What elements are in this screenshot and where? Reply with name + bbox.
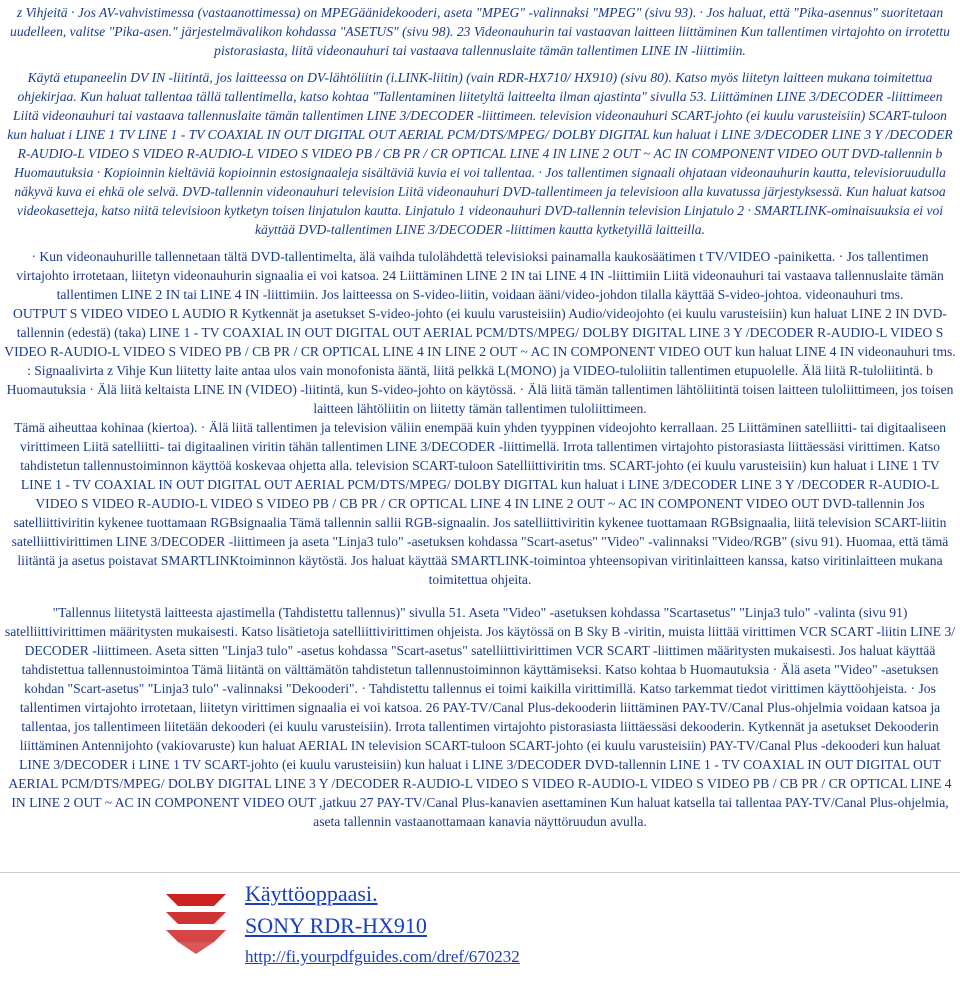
footer [0,872,960,972]
paragraph-output-s-video: OUTPUT S VIDEO VIDEO L AUDIO R Kytkennät ja asetukset S-video-johto (ei kuulu varusteisiin) Audio/videojohto (ei kuulu varusteisiin) kun haluat LINE 2 IN DVD-tallennin (edestä) (taka) LINE 1 - TV COAXIAL IN OUT DIGITAL OUT AERIAL PCM/DTS/MPEG/ DOLBY DIGITAL LINE 3 Y /DECODER R-AUDIO-L VIDEO S VIDEO R-AUDIO-L VIDEO S VIDEO PB / CB PR / CR OPTICAL LINE 4 IN LINE 2 OUT ~ AC IN COMPONENT VIDEO OUT kun haluat LINE 4 IN videonauhuri tms. : Signaalivirta z Vihje Kun liitetty laite antaa ulos vain monofonista ääntä, liitä pelkkä L(MONO) ja VIDEO-tuloliitin tallentimen etupuolelle. Älä liitä R-tuloliitintä. b Huomautuksia · Älä liitä keltaista LINE IN (VIDEO) -liitintä, kun S-video-johto on käytössä. · Älä liitä tämän tallentimen lähtöliitintä toisen laitteen tuloliittimeen, jos toisen laitteen lähtöliitin on liitetty tämän tallentimen tuloliittimeen. [4,306,956,416]
paragraph-vihjeita: z Vihjeitä · Jos AV-vahvistimessa (vastaanottimessa) on MPEGäänidekooderi, aseta "MPEG" -valinnaksi "MPEG" (sivu 93). · Jos haluat, että "Pika-asennus" suoritetaan uudelleen, valitse "Pika-asen." järjestelmävalikon kohdassa "ASETUS" (sivu 98). 23 Videonauhurin tai vastaavan laitteen liittäminen Kun tallentimen virtajohto on irrotettu pistorasiasta, liitä videonauhuri tai vastaava tallennuslaite tämän tallentimen LINE IN -liittimiin. [10,5,950,58]
paragraph-kohinaa: Tämä aiheuttaa kohinaa (kiertoa). · Älä liitä tallentimen ja television väliin enempää kuin yhden tyyppinen videojohto kerrallaan. 25 Liittäminen satelliitti- tai digitaaliseen virittimeen Liitä satelliitti- tai digitaalinen viritin tähän tallentimen LINE 3/DECODER -liittimellä. Irrota tallentimen virtajohto pistorasiasta liittäessäsi virittimen. Katso tahdistetun tallennustoiminnon käyttöä koskevaa ohjetta alla. television SCART-tuloon Satelliittiviritin tms. SCART-johto (ei kuulu varusteisiin) kun haluat i LINE 1 TV LINE 1 - TV COAXIAL IN OUT DIGITAL OUT AERIAL PCM/DTS/MPEG/ DOLBY DIGITAL kun haluat i LINE 3/DECODER LINE 3 Y /DECODER R-AUDIO-L VIDEO S VIDEO R-AUDIO-L VIDEO S VIDEO PB / CB PR / CR OPTICAL LINE 4 IN LINE 2 OUT ~ AC IN COMPONENT VIDEO OUT DVD-tallennin Jos satelliittiviritin kykenee tuottamaan RGBsignaalia Tämä tallennin sallii RGB-signaalin. Jos satelliittiviritin kykenee tuottamaan RGBsignaalia, liitä television SCART-liitin satelliittivirittimen LINE 3/DECODER -liittimeen ja aseta "Linja3 tulo" -asetuksen kohdassa "Scart-asetus" "Video" -valinnaksi "Video/RGB" (sivu 91). Huomaa, että tämä liitäntä ja asetus poistavat SMARTLINKtoiminnon käytöstä. Jos haluat käyttää SMARTLINK-toimintoa yhteensopivan viritinlaitteen kanssa, katso viritinlaitteen mukana toimitettua ohjeita. [11,420,949,587]
paragraph-dv-in: Käytä etupaneelin DV IN -liitintä, jos laitteessa on DV-lähtöliitin (i.LINK-liitin) (vain RDR-HX710/ HX910) (sivu 80). Katso myös liitetyn laitteen mukana toimitettua ohjekirjaa. Kun haluat tallentaa tällä tallentimella, katso kohtaa "Tallentaminen liitetyltä laitteelta ilman ajastinta" sivulla 53. Liittäminen LINE 3/DECODER -liittimeen Liitä videonauhuri tai vastaava tallennuslaite tämän tallentimen LINE 3/DECODER -liittimeen. television videonauhuri SCART-johto (ei kuulu varusteisiin) SCART-tuloon kun haluat i LINE 1 TV LINE 1 - TV COAXIAL IN OUT DIGITAL OUT AERIAL PCM/DTS/MPEG/ DOLBY DIGITAL kun haluat i LINE 3/DECODER LINE 3 Y /DECODER R-AUDIO-L VIDEO S VIDEO R-AUDIO-L VIDEO S VIDEO PB / CB PR / CR OPTICAL LINE 4 IN LINE 2 OUT ~ AC IN COMPONENT VIDEO OUT DVD-tallennin b Huomautuksia · Kopioinnin kieltäviä kopioinnin estosignaaleja sisältäviä kuvia ei voi tallentaa. · Jos tallentimen signaali ohjataan videonauhurin kautta, televisioruudulla näkyvä kuva ei ehkä ole selvä. DVD-tallennin videonauhuri television Liitä videonauhuri DVD-tallentimeen ja televisioon alla kuvatussa järjestyksessä. Kun haluat katsoa videokasetteja, katso niitä televisioon kytketyn toisen linjatulon kautta. Linjatulo 1 videonauhuri DVD-tallennin television Linjatulo 2 · SMARTLINK-ominaisuuksia ei voi käyttää DVD-tallentimen LINE 3/DECODER -liittimen kautta kytketyillä laitteilla. [7,70,953,237]
paragraph-tahdistettu-tallennus: "Tallennus liitetystä laitteesta ajastimella (Tahdistettu tallennus)" sivulla 51. Aseta "Video" -asetuksen kohdassa "Scartasetus" "Linja3 tulo" -valinta (sivu 91) satelliittivirittimen määritysten mukaisesti. Katso lisätietoja satelliittivirittimen ohjeista. Jos käytössä on B Sky B -viritin, muista liittää virittimen VCR SCART -liitin LINE 3/ DECODER -liittimeen. Aseta sitten "Linja3 tulo" -asetus kohdassa "Scart-asetus" satelliittivirittimen VCR SCART -liittimen määritysten mukaisesti. Jos haluat käyttää tahdistettua tallennustoimintoa Tämä liitäntä on välttämätön tahdistetun tallennustoiminnon käyttämiseksi. Katso kohtaa b Huomautuksia · Älä aseta "Video" -asetuksen kohdan "Scart-asetus" "Linja3 tulo" -valinnaksi "Dekooderi". · Tahdistettu tallennus ei toimi kaikilla virittimillä. Katso tarkemmat tiedot virittimen käyttöohjeista. · Jos tallentimen virtajohto irrotetaan, liitetyn virittimen signaalia ei voi katsoa. 26 PAY-TV/Canal Plus-dekooderin liittäminen PAY-TV/Canal Plus-ohjelmia voidaan katsoa ja tallentaa, jos tallentimeen liitetään dekooderi (ei kuulu varusteisiin). Irrota tallentimen virtajohto pistorasiasta liittäessäsi dekooderin. Kytkennät ja asetukset Dekooderin liittäminen Antennijohto (vakiovaruste) kun haluat AERIAL IN television SCART-tuloon SCART-johto (ei kuulu varusteisiin) PAY-TV/Canal Plus -dekooderi kun haluat LINE 3/DECODER i LINE 1 TV SCART-johto (ei kuulu varusteisiin) kun haluat i LINE 3/DECODER DVD-tallennin LINE 1 - TV COAXIAL IN OUT DIGITAL OUT AERIAL PCM/DTS/MPEG/ DOLBY DIGITAL LINE 3 Y /DECODER R-AUDIO-L VIDEO S VIDEO R-AUDIO-L VIDEO S VIDEO PB / CB PR / CR OPTICAL LINE 4 IN LINE 2 OUT ~ AC IN COMPONENT VIDEO OUT ,jatkuu 27 PAY-TV/Canal Plus-kanavien asettaminen Kun haluat katsella tai tallentaa PAY-TV/Canal Plus-ohjelmia, aseta tallennin vastaanottamaan kanavia näyttöruudun avulla. [4,605,956,829]
footer-link-manual[interactable]: Käyttöoppaasi. [245,881,378,906]
footer-link-url[interactable]: http://fi.yourpdfguides.com/dref/670232 [245,947,520,966]
stacked-arrows-logo-icon [160,884,232,956]
footer-link-model[interactable]: SONY RDR-HX910 [245,913,427,938]
paragraph-videonauhurille: · Kun videonauhurille tallennetaan tältä DVD-tallentimelta, älä vaihda tulolähdettä televisioksi painamalla kaukosäätimen t TV/VIDEO -painiketta. · Jos tallentimen virtajohto irrotetaan, liitetyn videonauhurin signaalia ei voi katsoa. 24 Liittäminen LINE 2 IN tai LINE 4 IN -liittimiin Liitä videonauhuri tai vastaava tallennuslaite tämän tallentimen LINE 2 IN tai LINE 4 IN -liittimiin. Jos laitteessa on S-video-liitin, voidaan ääni/video-johdon tilalla käyttää S-video-johtoa. videonauhuri tms. [16,249,944,302]
footer-text [245,878,520,968]
